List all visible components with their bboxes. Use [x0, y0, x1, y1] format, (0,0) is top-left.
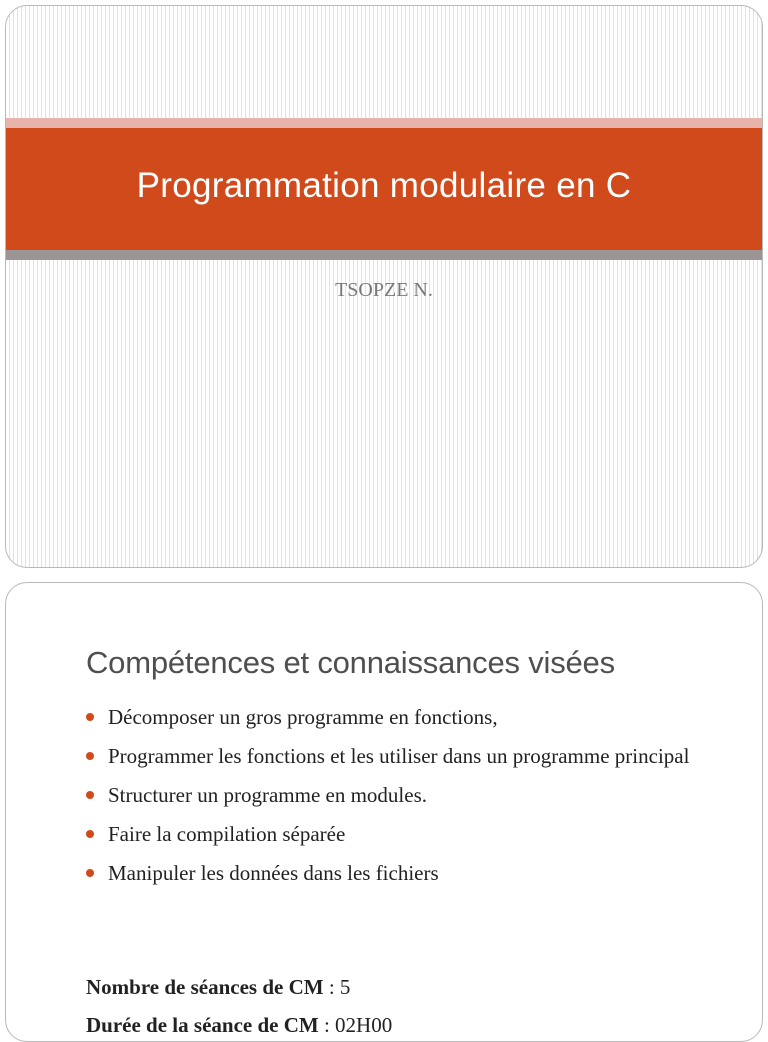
- bullet-item: [82, 818, 732, 850]
- title-slide: [5, 5, 763, 568]
- bullet-dot-icon: [86, 791, 94, 799]
- bullet-dot-icon: [86, 830, 94, 838]
- session-duration-value: : 02H00: [318, 1013, 393, 1037]
- slide-title: Compétences et connaissances visées: [86, 645, 615, 680]
- session-duration-line: [86, 1013, 392, 1038]
- bullet-text: Faire la compilation séparée: [108, 822, 346, 846]
- bullet-dot-icon: [86, 752, 94, 760]
- bullet-item: [82, 701, 732, 733]
- bullet-item: [82, 857, 732, 889]
- author-name: TSOPZE N.: [335, 279, 433, 301]
- bullet-dot-icon: [86, 713, 94, 721]
- bullet-item: [82, 779, 732, 811]
- sessions-count-line: [86, 975, 350, 1000]
- bullet-text: Programmer les fonctions et les utiliser dans un programme principal: [108, 744, 690, 768]
- presentation-title: Programmation modulaire en C: [136, 166, 632, 205]
- bullet-dot-icon: [86, 869, 94, 877]
- bullet-text: Décomposer un gros programme en fonctions,: [108, 705, 498, 729]
- sessions-count-label: Nombre de séances de CM: [86, 975, 324, 999]
- session-duration-label: Durée de la séance de CM: [86, 1013, 319, 1037]
- bullet-list: [82, 701, 732, 896]
- bullet-item: [82, 740, 732, 772]
- bullet-text: Manipuler les données dans les fichiers: [108, 861, 439, 885]
- gray-stripe: [6, 250, 762, 260]
- bullet-text: Structurer un programme en modules.: [108, 783, 427, 807]
- objectives-slide: [5, 582, 763, 1042]
- pink-stripe: [6, 118, 762, 128]
- sessions-count-value: : 5: [323, 975, 351, 999]
- title-band: [6, 128, 762, 250]
